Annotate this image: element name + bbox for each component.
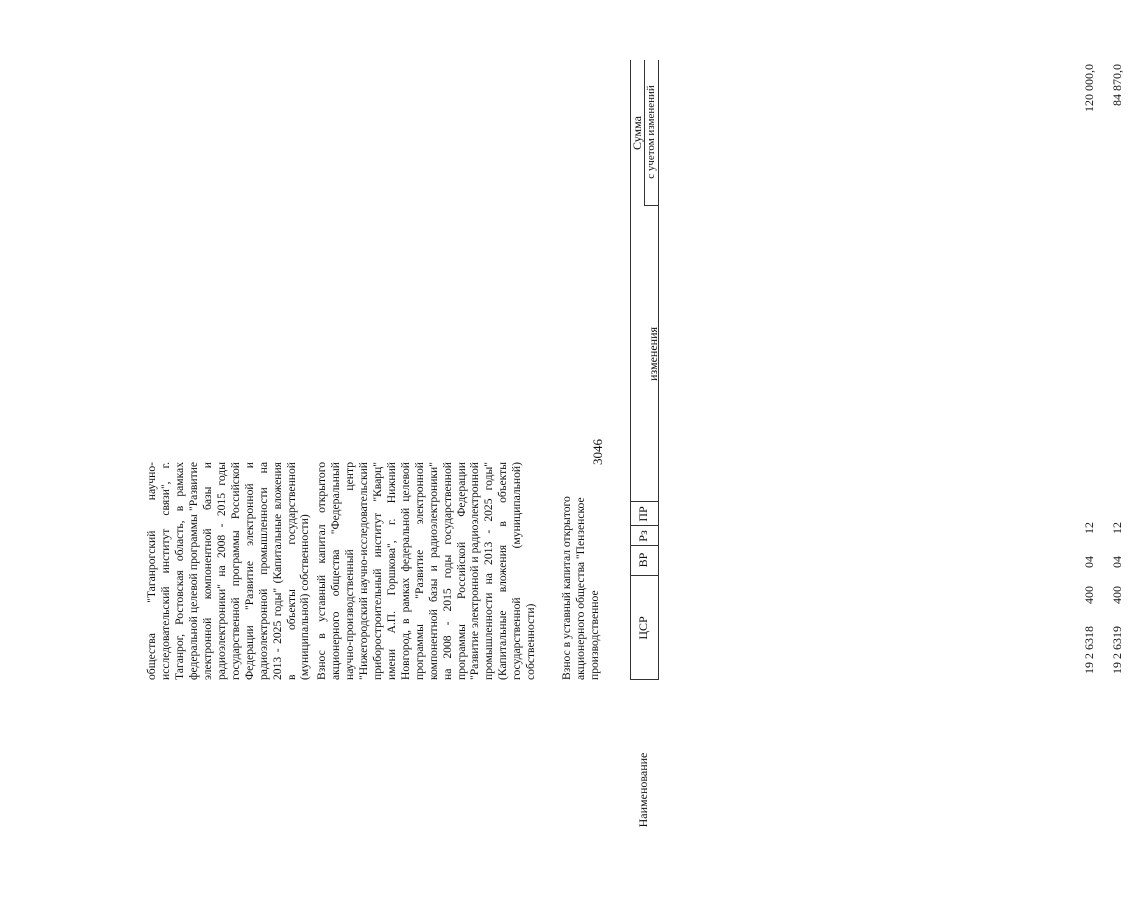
header-name: Наименование bbox=[636, 752, 650, 828]
row-1-rz: 04 bbox=[1082, 556, 1096, 568]
header-with-changes: с учетом изменений bbox=[645, 85, 657, 179]
row-1-csr: 19 2 6318 bbox=[1082, 626, 1096, 674]
row-1-pr: 12 bbox=[1082, 522, 1096, 534]
page-number: 3046 bbox=[590, 439, 605, 465]
row-2-with-changes: 84 870,0 bbox=[1110, 64, 1124, 106]
row-2-name-text: Взнос в уставный капитал открытого акционерного общества "Федеральный научно-производственный центр "Нижегородский научно-исследовательский приборостроительный институт "Кварц" имени А.П. Горшкова", г. Нижний Новгород, в рамках федеральной целевой программы "Развитие электронной компонентной базы и радиоэлектроники" на 2008 - 2015 годы государственной программы Российской Федерации "Развитие электронной и радиоэлектронной промышленности на 2013 - 2025 годы" (Капитальные вложения в объекты государственной (муниципальной) собственности) bbox=[315, 462, 538, 680]
row-2-pr: 12 bbox=[1110, 522, 1124, 534]
header-vr: ВР bbox=[636, 552, 650, 568]
row-1-name-text: обществa "Таганрогский научно-исследовательский институт связи", г. Таганрог, Ростовская область, в рамках федеральной целевой программы "Развитие электронной компонентной базы и радиоэлектроники" на 2008 - 2015 годы государственной программы Российской Федерации "Развитие электронной и радиоэлектронной промышленности на 2013 - 2025 годы" (Капитальные вложения в объекты государственной (муниципальной) собственности) bbox=[145, 462, 312, 680]
row-2-csr: 19 2 6319 bbox=[1110, 626, 1124, 674]
row-2-rz: 04 bbox=[1110, 556, 1124, 568]
row-2-vr: 400 bbox=[1110, 586, 1124, 604]
header-pr: ПР bbox=[636, 506, 650, 522]
header-csr: ЦСР bbox=[636, 616, 650, 640]
row-1-with-changes: 120 000,0 bbox=[1082, 64, 1096, 112]
header-changes: изменения bbox=[646, 326, 660, 382]
header-rz: Рз bbox=[636, 530, 650, 542]
row-3-name-text: Взнос в уставный капитал открытого акционерного общества "Пензенское производственное bbox=[560, 496, 601, 680]
row-1-vr: 400 bbox=[1082, 586, 1096, 604]
name-column-rotated-3 bbox=[560, 460, 630, 680]
header-sum: Сумма bbox=[630, 116, 644, 150]
